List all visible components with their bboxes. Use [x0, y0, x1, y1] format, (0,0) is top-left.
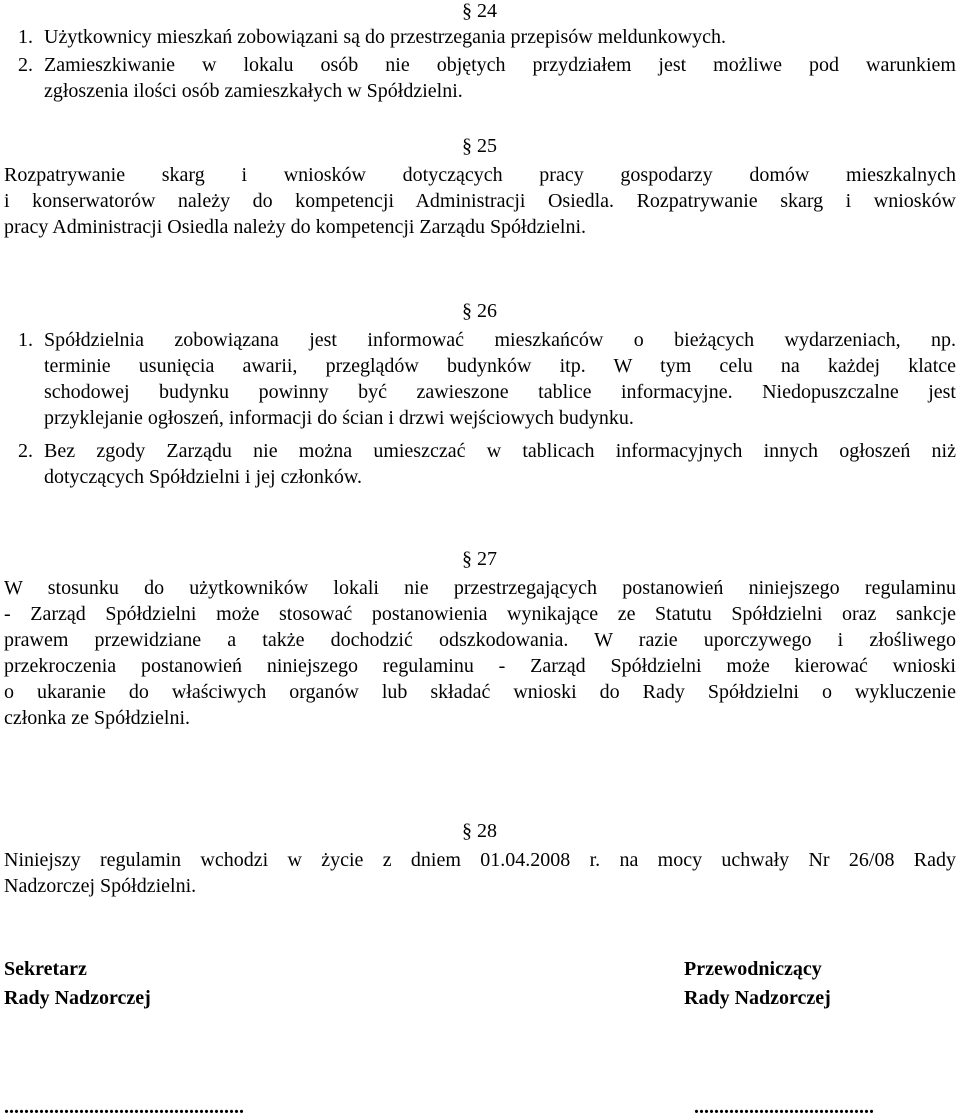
- item-number: 2.: [18, 440, 33, 462]
- section-27-paragraph: [4, 575, 956, 731]
- paragraph-line: i konserwatorów należy do kompetencji Administracji Osiedla. Rozpatrywanie skarg i wniosków: [4, 190, 956, 212]
- paragraph-line: pracy Administracji Osiedla należy do kompetencji Zarządu Spółdzielni.: [4, 216, 587, 238]
- section-24-item-1: [18, 24, 956, 50]
- signature-left-line: ................................................: [4, 1096, 244, 1118]
- item-number: 1.: [18, 329, 33, 351]
- section-28-paragraph: [4, 847, 956, 899]
- item-line: zgłoszenia ilości osób zamieszkałych w Spółdzielni.: [44, 80, 463, 102]
- item-line: Bez zgody Zarządu nie można umieszczać w tablicach informacyjnych innych ogłoszeń niż: [44, 440, 956, 462]
- signature-right-body: Rady Nadzorczej: [684, 987, 831, 1009]
- section-27-heading: § 27: [462, 548, 497, 570]
- section-25-paragraph: [4, 162, 956, 240]
- section-26-item-2: [18, 438, 956, 490]
- section-26-item-1: [18, 327, 956, 431]
- item-line: Spółdzielnia zobowiązana jest informować mieszkańców o bieżących wydarzeniach, np.: [44, 329, 956, 351]
- paragraph-line: Rozpatrywanie skarg i wniosków dotyczących pracy gospodarzy domów mieszkalnych: [4, 164, 956, 186]
- item-number: 1.: [18, 26, 33, 48]
- section-24-heading: § 24: [462, 0, 497, 22]
- paragraph-line: członka ze Spółdzielni.: [4, 707, 191, 729]
- signature-right-title: Przewodniczący: [684, 958, 822, 980]
- item-number: 2.: [18, 54, 33, 76]
- paragraph-line: - Zarząd Spółdzielni może stosować postanowienia wynikające ze Statutu Spółdzielni oraz sankcje: [4, 603, 956, 625]
- item-line: przyklejanie ogłoszeń, informacji do ścian i drzwi wejściowych budynku.: [44, 407, 634, 429]
- paragraph-line: przekroczenia postanowień niniejszego regulaminu - Zarząd Spółdzielni może kierować wnioski: [4, 655, 956, 677]
- item-line: terminie usunięcia awarii, przeglądów budynków itp. W tym celu na każdej klatce: [44, 355, 956, 377]
- signature-left-title: Sekretarz: [4, 958, 87, 980]
- item-line: schodowej budynku powinny być zawieszone tablice informacyjne. Niedopuszczalne jest: [44, 381, 956, 403]
- section-26-heading: § 26: [462, 300, 497, 322]
- signature-left-body: Rady Nadzorczej: [4, 987, 151, 1009]
- item-line: Zamieszkiwanie w lokalu osób nie objętych przydziałem jest możliwe pod warunkiem: [44, 54, 956, 76]
- section-25-heading: § 25: [462, 135, 497, 157]
- paragraph-line: Nadzorczej Spółdzielni.: [4, 875, 197, 897]
- item-line: Użytkownicy mieszkań zobowiązani są do przestrzegania przepisów meldunkowych.: [44, 26, 726, 48]
- paragraph-line: o ukaranie do właściwych organów lub składać wnioski do Rady Spółdzielni o wykluczenie: [4, 681, 956, 703]
- item-line: dotyczących Spółdzielni i jej członków.: [44, 466, 363, 488]
- section-24-item-2: [18, 52, 956, 104]
- paragraph-line: Niniejszy regulamin wchodzi w życie z dniem 01.04.2008 r. na mocy uchwały Nr 26/08 Rady: [4, 849, 956, 871]
- paragraph-line: W stosunku do użytkowników lokali nie przestrzegających postanowień niniejszego regulaminu: [4, 577, 956, 599]
- paragraph-line: prawem przewidziane a także dochodzić odszkodowania. W razie uporczywego i złośliwego: [4, 629, 956, 651]
- signature-right-line: ....................................: [694, 1096, 874, 1118]
- section-28-heading: § 28: [462, 820, 497, 842]
